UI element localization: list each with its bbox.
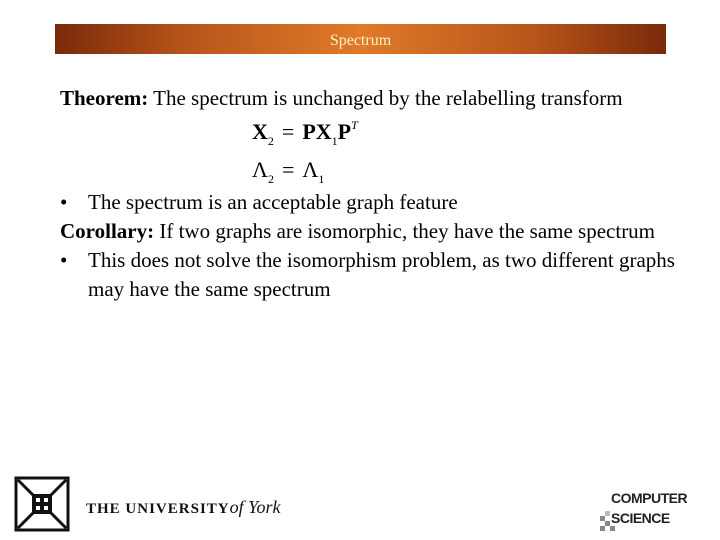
bullet-text: This does not solve the isomorphism problem, as two different graphs may have the same spectrum (88, 248, 675, 301)
eq1-rhs-p: P (302, 119, 316, 144)
eq1-op: = (281, 119, 295, 144)
equation-spectrum (252, 155, 324, 188)
corollary-paragraph (60, 217, 680, 246)
eq1-lhs-sub: 2 (267, 134, 274, 148)
bullet-item (60, 188, 680, 217)
corollary-text: If two graphs are isomorphic, they have the same spectrum (154, 219, 656, 243)
eq2-op: = (281, 157, 295, 182)
eq2-rhs: Λ (302, 157, 319, 182)
department-line1: COMPUTER (611, 490, 688, 506)
university-crest-icon (14, 476, 70, 532)
bullet-item (60, 246, 680, 304)
university-name: THE UNIVERSITY (86, 501, 230, 517)
slide-title-bar (55, 24, 666, 54)
slide-body (60, 84, 680, 304)
eq2-rhs-sub: 1 (318, 172, 325, 186)
equation-relabelling (252, 117, 358, 150)
bullet-icon: • (60, 190, 68, 214)
equation-block (60, 113, 680, 188)
university-wordmark (86, 497, 280, 518)
eq1-rhs-x: X (315, 119, 332, 144)
eq1-rhs-x-sub: 1 (331, 134, 338, 148)
theorem-paragraph (60, 84, 680, 113)
theorem-label: Theorem: (60, 86, 149, 110)
eq1-lhs: X (252, 119, 268, 144)
eq2-lhs: Λ (252, 157, 268, 182)
theorem-text: The spectrum is unchanged by the relabelling transform (148, 86, 623, 110)
eq1-rhs-pt-sup: T (351, 118, 358, 132)
department-line2: SCIENCE (611, 510, 670, 526)
university-york: of York (229, 497, 281, 517)
eq2-lhs-sub: 2 (267, 172, 274, 186)
department-logo-text (611, 488, 687, 528)
corollary-label: Corollary: (60, 219, 155, 243)
slide-title: Spectrum (329, 32, 392, 49)
bullet-icon: • (60, 248, 68, 272)
eq1-rhs-pt: P (337, 119, 352, 144)
bullet-text: The spectrum is an acceptable graph feature (88, 190, 458, 214)
